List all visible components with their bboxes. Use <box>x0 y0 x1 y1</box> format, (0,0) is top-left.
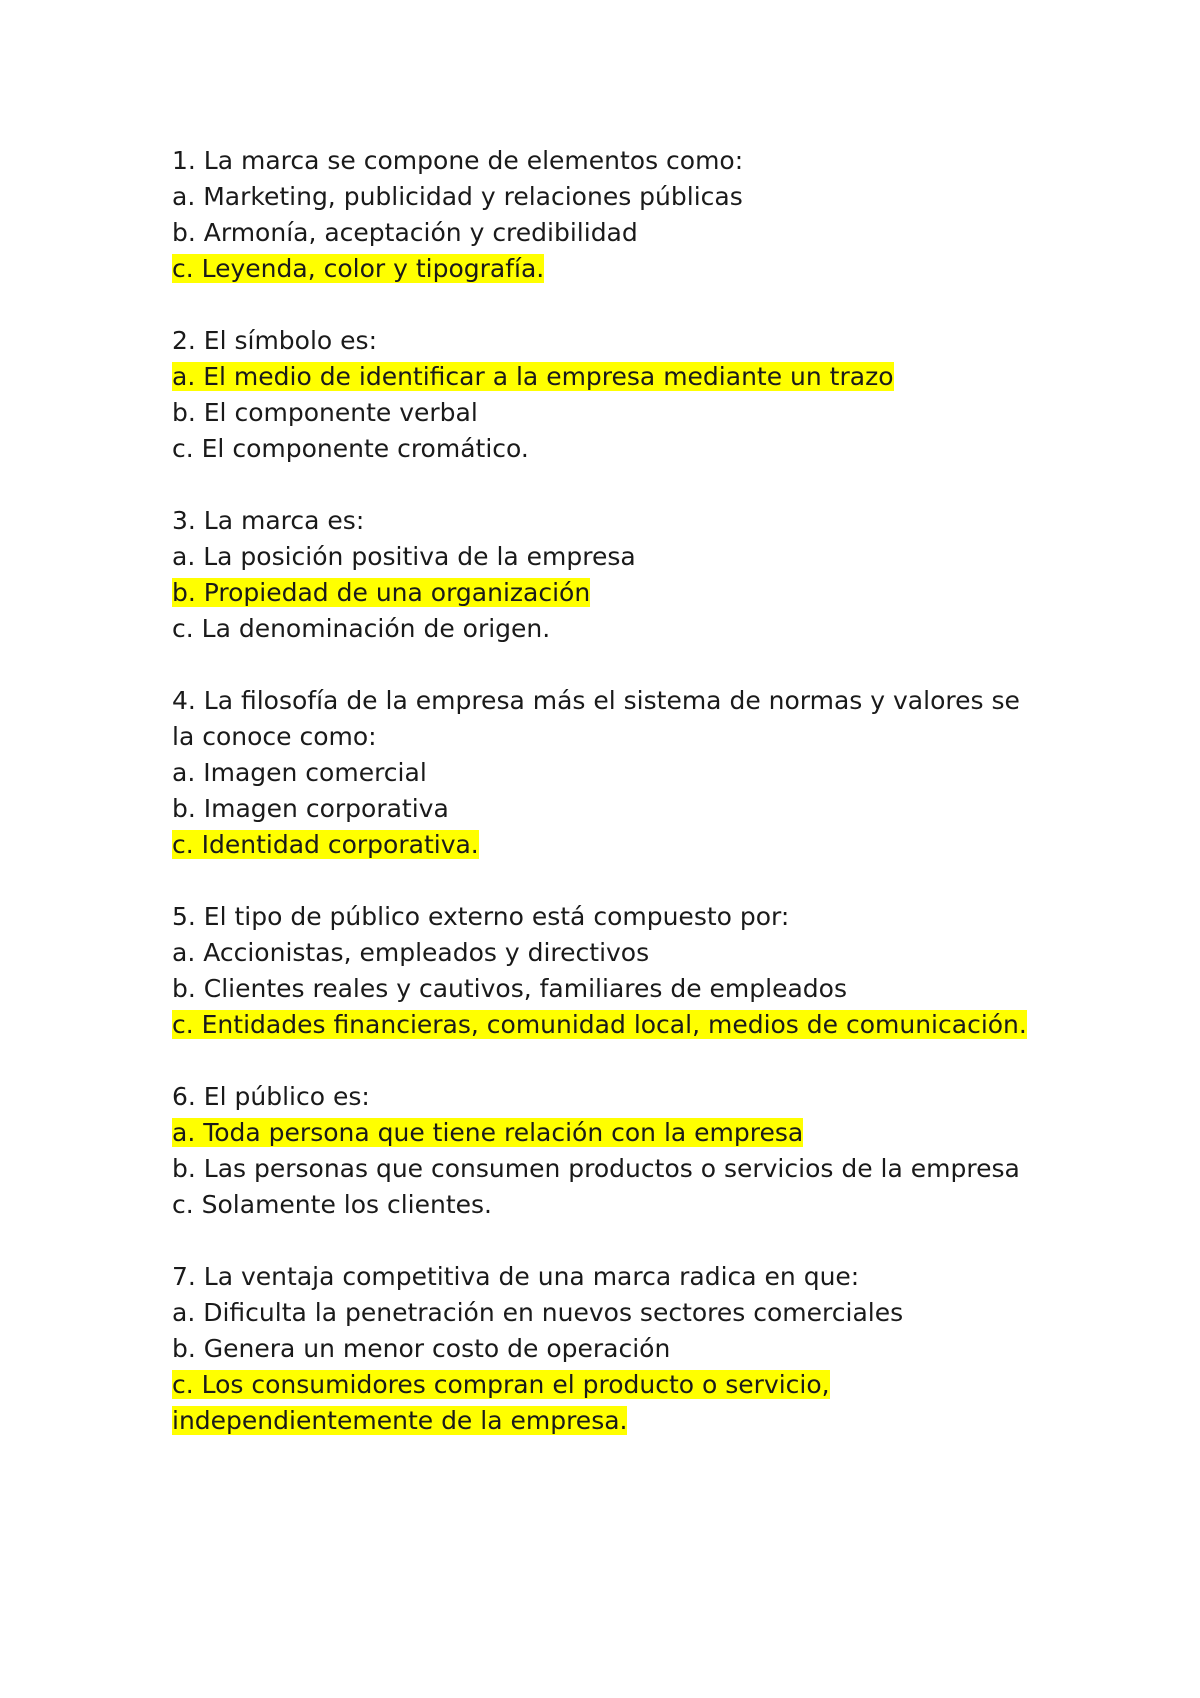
question-text: 5. El tipo de público externo está compuesto por: <box>172 902 790 931</box>
option-b <box>172 1151 1032 1187</box>
question-text: 3. La marca es: <box>172 506 365 535</box>
option-c <box>172 431 1032 467</box>
option-a <box>172 935 1032 971</box>
question-7 <box>172 1259 1032 1439</box>
question-6 <box>172 1079 1032 1223</box>
option-text: c. La denominación de origen. <box>172 614 551 643</box>
option-c-correct <box>172 1367 1032 1439</box>
option-text: a. Accionistas, empleados y directivos <box>172 938 650 967</box>
option-c-correct <box>172 1007 1032 1043</box>
option-text: b. Armonía, aceptación y credibilidad <box>172 218 638 247</box>
option-text: b. El componente verbal <box>172 398 478 427</box>
option-b <box>172 971 1032 1007</box>
option-a-correct <box>172 359 1032 395</box>
highlighted-answer: c. Identidad corporativa. <box>172 830 479 859</box>
option-c-correct <box>172 251 1032 287</box>
question-text: 2. El símbolo es: <box>172 326 377 355</box>
question-4 <box>172 683 1032 863</box>
question-text: 1. La marca se compone de elementos como: <box>172 146 744 175</box>
option-text: a. La posición positiva de la empresa <box>172 542 636 571</box>
option-text: a. Dificulta la penetración en nuevos sectores comerciales <box>172 1298 904 1327</box>
option-text: a. Marketing, publicidad y relaciones públicas <box>172 182 743 211</box>
option-b <box>172 1331 1032 1367</box>
highlighted-answer: a. El medio de identificar a la empresa mediante un trazo <box>172 362 894 391</box>
option-b <box>172 791 1032 827</box>
option-a-correct <box>172 1115 1032 1151</box>
question-text: 4. La filosofía de la empresa más el sistema de normas y valores se la conoce como: <box>172 686 1020 751</box>
question-text: 7. La ventaja competitiva de una marca radica en que: <box>172 1262 860 1291</box>
question-2 <box>172 323 1032 467</box>
option-text: b. Las personas que consumen productos o servicios de la empresa <box>172 1154 1020 1183</box>
option-a <box>172 179 1032 215</box>
option-c-correct <box>172 827 1032 863</box>
option-text: b. Clientes reales y cautivos, familiares de empleados <box>172 974 847 1003</box>
option-b-correct <box>172 575 1032 611</box>
option-b <box>172 215 1032 251</box>
highlighted-answer: c. Leyenda, color y tipografía. <box>172 254 545 283</box>
question-text: 6. El público es: <box>172 1082 370 1111</box>
highlighted-answer: c. Entidades financieras, comunidad local, medios de comunicación. <box>172 1010 1027 1039</box>
option-text: c. El componente cromático. <box>172 434 529 463</box>
option-c <box>172 1187 1032 1223</box>
option-a <box>172 755 1032 791</box>
option-text: b. Imagen corporativa <box>172 794 449 823</box>
question-5 <box>172 899 1032 1043</box>
option-a <box>172 1295 1032 1331</box>
highlighted-answer: b. Propiedad de una organización <box>172 578 591 607</box>
highlighted-answer: a. Toda persona que tiene relación con la empresa <box>172 1118 804 1147</box>
document-page <box>172 143 1032 1439</box>
question-3 <box>172 503 1032 647</box>
option-b <box>172 395 1032 431</box>
option-text: b. Genera un menor costo de operación <box>172 1334 671 1363</box>
question-1 <box>172 143 1032 287</box>
highlighted-answer: c. Los consumidores compran el producto o servicio, independientemente de la empresa. <box>172 1370 830 1435</box>
option-c <box>172 611 1032 647</box>
option-text: a. Imagen comercial <box>172 758 427 787</box>
option-text: c. Solamente los clientes. <box>172 1190 493 1219</box>
option-a <box>172 539 1032 575</box>
